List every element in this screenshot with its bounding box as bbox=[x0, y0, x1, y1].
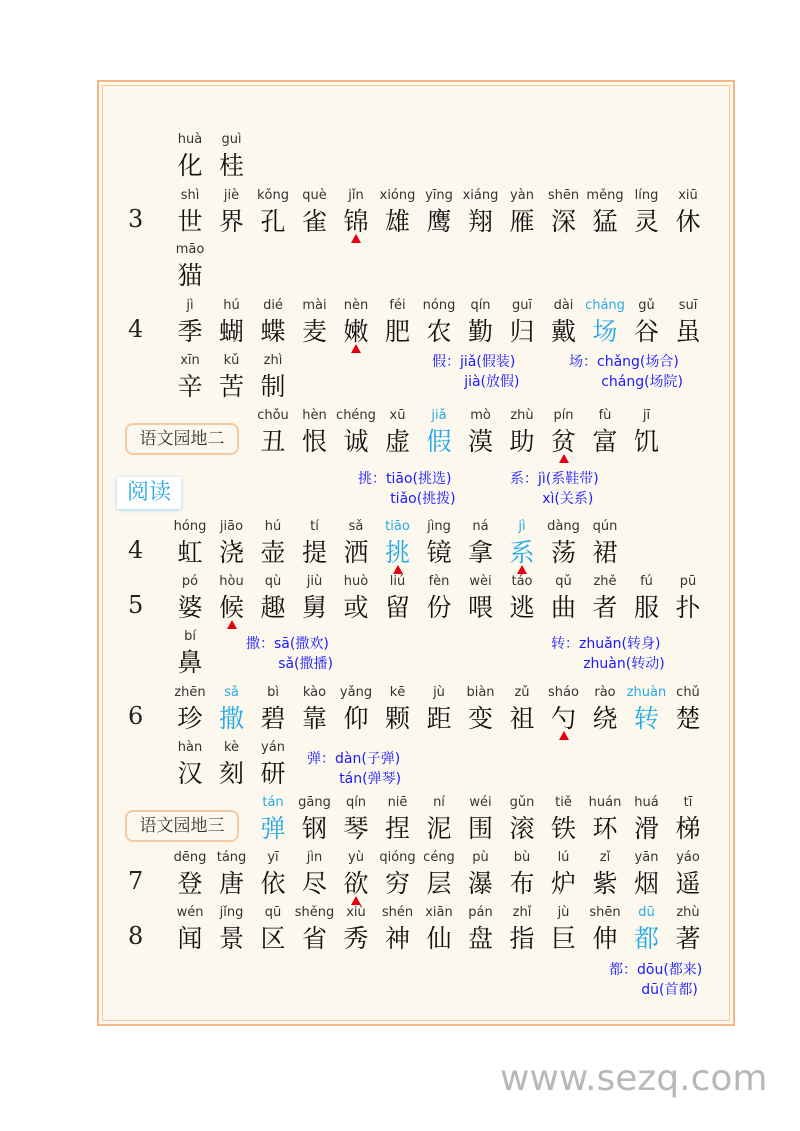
pinyin: xīn bbox=[180, 353, 200, 368]
note-reading-2: jià(放假) bbox=[464, 374, 520, 390]
hanzi: 麦 bbox=[301, 317, 327, 346]
hanzi: 嫩 bbox=[343, 317, 369, 346]
pinyin: hú bbox=[264, 519, 282, 534]
pinyin: jù bbox=[433, 685, 445, 700]
pinyin: sǎ bbox=[348, 519, 364, 534]
pinyin: gāng bbox=[298, 795, 331, 810]
note-line-1 bbox=[246, 634, 333, 654]
pinyin: sháo bbox=[548, 685, 579, 700]
hanzi: 泥 bbox=[426, 814, 452, 843]
pinyin: jìn bbox=[306, 850, 323, 865]
hanzi: 洒 bbox=[343, 538, 369, 567]
note-head: 转： bbox=[551, 636, 579, 652]
pinyin: lú bbox=[557, 850, 570, 865]
pinyin: dié bbox=[263, 298, 283, 313]
hanzi: 丑 bbox=[260, 427, 286, 456]
pinyin: qín bbox=[345, 795, 367, 810]
hanzi: 婆 bbox=[177, 593, 203, 622]
hanzi: 裙 bbox=[592, 538, 618, 567]
note-reading-1: dàn(子弹) bbox=[335, 751, 401, 767]
pinyin: zhù bbox=[676, 905, 700, 920]
hanzi: 深 bbox=[550, 207, 576, 236]
hanzi: 围 bbox=[467, 814, 493, 843]
hanzi: 著 bbox=[675, 924, 701, 953]
note-head: 系： bbox=[510, 471, 538, 487]
hanzi: 尽 bbox=[301, 869, 327, 898]
pinyin: yīng bbox=[425, 188, 453, 203]
pinyin: fù bbox=[598, 408, 612, 423]
hanzi: 者 bbox=[592, 593, 618, 622]
pinyin: chéng bbox=[336, 408, 376, 423]
hanzi: 仙 bbox=[426, 924, 452, 953]
hanzi: 假 bbox=[426, 427, 452, 456]
pinyin: bù bbox=[513, 850, 531, 865]
hanzi: 候 bbox=[218, 593, 244, 622]
lesson-number: 5 bbox=[128, 591, 144, 619]
pinyin: māo bbox=[175, 242, 205, 257]
note-head: 场： bbox=[569, 354, 597, 370]
pinyin: ná bbox=[472, 519, 489, 534]
pinyin: yán bbox=[261, 740, 285, 755]
hanzi: 世 bbox=[177, 207, 203, 236]
pinyin: tī bbox=[683, 795, 693, 810]
lesson-number: 6 bbox=[128, 702, 144, 730]
pinyin: jiù bbox=[306, 574, 323, 589]
lesson-number: 7 bbox=[128, 867, 144, 895]
note-line-1 bbox=[609, 960, 702, 980]
pinyin: táng bbox=[216, 850, 247, 865]
hanzi: 盘 bbox=[467, 924, 493, 953]
hanzi: 烟 bbox=[633, 869, 659, 898]
pinyin: zhǐ bbox=[512, 905, 532, 920]
hanzi: 桂 bbox=[218, 151, 244, 180]
hanzi: 欲 bbox=[343, 869, 369, 898]
hanzi: 碧 bbox=[260, 704, 286, 733]
pinyin: ní bbox=[433, 795, 445, 810]
note-reading-2: zhuàn(转动) bbox=[583, 656, 665, 672]
pinyin: huà bbox=[177, 132, 203, 147]
lesson-number: 4 bbox=[128, 315, 144, 343]
pinyin: kǔ bbox=[223, 353, 240, 368]
pinyin: shēn bbox=[547, 188, 580, 203]
pinyin: suī bbox=[678, 298, 698, 313]
hanzi: 锦 bbox=[343, 207, 369, 236]
red-triangle-marker-icon bbox=[559, 731, 569, 740]
polyphone-note bbox=[307, 749, 401, 789]
hanzi: 祖 bbox=[509, 704, 535, 733]
hanzi: 辛 bbox=[177, 372, 203, 401]
hanzi: 滚 bbox=[509, 814, 535, 843]
pinyin: huán bbox=[588, 795, 622, 810]
pinyin: pán bbox=[468, 905, 493, 920]
pinyin: jù bbox=[557, 905, 570, 920]
hanzi: 弹 bbox=[260, 814, 286, 843]
pinyin: zhēn bbox=[174, 685, 206, 700]
pinyin: guī bbox=[511, 298, 533, 313]
pinyin: qún bbox=[592, 519, 618, 534]
hanzi: 炉 bbox=[550, 869, 576, 898]
note-reading-2: sǎ(撒播) bbox=[278, 656, 333, 672]
note-line-1 bbox=[307, 749, 401, 769]
pinyin: liú bbox=[389, 574, 406, 589]
pinyin: zhì bbox=[263, 353, 283, 368]
pinyin: cháng bbox=[585, 298, 625, 313]
hanzi: 登 bbox=[177, 869, 203, 898]
hanzi: 谷 bbox=[633, 317, 659, 346]
pinyin: líng bbox=[634, 188, 659, 203]
red-triangle-marker-icon bbox=[351, 234, 361, 243]
hanzi: 份 bbox=[426, 593, 452, 622]
hanzi: 依 bbox=[260, 869, 286, 898]
note-head: 挑： bbox=[358, 471, 386, 487]
pinyin: dū bbox=[638, 905, 655, 920]
pinyin: dēng bbox=[173, 850, 207, 865]
hanzi: 撒 bbox=[218, 704, 244, 733]
hanzi: 荡 bbox=[550, 538, 576, 567]
pinyin: xiū bbox=[678, 188, 698, 203]
hanzi: 巨 bbox=[550, 924, 576, 953]
polyphone-note bbox=[358, 469, 456, 509]
hanzi: 虚 bbox=[384, 427, 410, 456]
hanzi: 指 bbox=[509, 924, 535, 953]
pinyin: qū bbox=[264, 905, 282, 920]
hanzi: 翔 bbox=[467, 207, 493, 236]
pinyin: shén bbox=[381, 905, 414, 920]
pinyin: fèn bbox=[428, 574, 450, 589]
hanzi: 距 bbox=[426, 704, 452, 733]
polyphone-note bbox=[609, 960, 702, 1000]
pinyin: pó bbox=[181, 574, 199, 589]
hanzi: 拿 bbox=[467, 538, 493, 567]
hanzi: 景 bbox=[218, 924, 244, 953]
pinyin: gǔn bbox=[509, 795, 535, 810]
hanzi: 省 bbox=[301, 924, 327, 953]
pinyin: wèi bbox=[469, 574, 492, 589]
note-reading-1: sā(撒欢) bbox=[274, 636, 329, 652]
note-line-1 bbox=[510, 469, 599, 489]
hanzi: 都 bbox=[633, 924, 659, 953]
hanzi: 归 bbox=[509, 317, 535, 346]
pinyin: jìng bbox=[427, 519, 451, 534]
hanzi: 漠 bbox=[467, 427, 493, 456]
hanzi: 刻 bbox=[218, 759, 244, 788]
pinyin: wéi bbox=[469, 795, 492, 810]
pinyin: jǐn bbox=[348, 188, 364, 203]
pinyin: gǔ bbox=[638, 298, 655, 313]
hanzi: 界 bbox=[218, 207, 244, 236]
pinyin: jiè bbox=[223, 188, 240, 203]
pinyin: zǔ bbox=[514, 685, 530, 700]
hanzi: 挑 bbox=[384, 538, 410, 567]
hanzi: 逃 bbox=[509, 593, 535, 622]
hanzi: 布 bbox=[509, 869, 535, 898]
hanzi: 绕 bbox=[592, 704, 618, 733]
hanzi: 琴 bbox=[343, 814, 369, 843]
red-triangle-marker-icon bbox=[559, 454, 569, 463]
pinyin: kào bbox=[302, 685, 327, 700]
pinyin: jī bbox=[642, 408, 651, 423]
pinyin: què bbox=[302, 188, 327, 203]
note-reading-2: dū(首都) bbox=[641, 982, 698, 998]
hanzi: 瀑 bbox=[467, 869, 493, 898]
pinyin: kǒng bbox=[257, 188, 289, 203]
note-head: 弹： bbox=[307, 751, 335, 767]
hanzi: 服 bbox=[633, 593, 659, 622]
pinyin: táo bbox=[511, 574, 533, 589]
hanzi: 舅 bbox=[301, 593, 327, 622]
hanzi: 汉 bbox=[177, 759, 203, 788]
pinyin: féi bbox=[389, 298, 406, 313]
hanzi: 贫 bbox=[550, 427, 576, 456]
pinyin: hòu bbox=[219, 574, 244, 589]
hanzi: 肥 bbox=[384, 317, 410, 346]
hanzi: 唐 bbox=[218, 869, 244, 898]
hanzi: 虹 bbox=[177, 538, 203, 567]
hanzi: 珍 bbox=[177, 704, 203, 733]
note-reading-2: xì(关系) bbox=[542, 491, 594, 507]
pinyin: chǒu bbox=[257, 408, 289, 423]
pinyin: yǎng bbox=[339, 685, 373, 700]
hanzi: 趣 bbox=[260, 593, 286, 622]
pinyin: yàn bbox=[510, 188, 534, 203]
hanzi: 层 bbox=[426, 869, 452, 898]
pinyin: nèn bbox=[343, 298, 369, 313]
hanzi: 鼻 bbox=[177, 648, 203, 677]
hanzi: 勺 bbox=[550, 704, 576, 733]
hanzi: 诚 bbox=[343, 427, 369, 456]
lesson-number: 3 bbox=[128, 205, 144, 233]
pinyin: kè bbox=[223, 740, 240, 755]
hanzi: 恨 bbox=[301, 427, 327, 456]
hanzi: 滑 bbox=[633, 814, 659, 843]
pinyin: dài bbox=[553, 298, 574, 313]
pinyin: yī bbox=[267, 850, 279, 865]
pinyin: sǎ bbox=[224, 685, 239, 700]
pinyin: jì bbox=[518, 519, 526, 534]
pinyin: zhě bbox=[593, 574, 617, 589]
note-head: 撒： bbox=[246, 636, 274, 652]
note-line-1 bbox=[569, 352, 683, 372]
hanzi: 神 bbox=[384, 924, 410, 953]
hanzi: 钢 bbox=[301, 814, 327, 843]
pinyin: céng bbox=[423, 850, 455, 865]
note-reading-1: tiāo(挑选) bbox=[386, 471, 452, 487]
hanzi: 灵 bbox=[633, 207, 659, 236]
note-reading-2: tiǎo(挑拨) bbox=[390, 491, 456, 507]
lesson-number: 8 bbox=[128, 922, 144, 950]
pinyin: chǔ bbox=[676, 685, 700, 700]
note-reading-2: cháng(场院) bbox=[601, 374, 684, 390]
note-reading-1: jì(系鞋带) bbox=[538, 471, 599, 487]
lesson-number: 4 bbox=[128, 536, 144, 564]
polyphone-note bbox=[551, 634, 665, 674]
red-triangle-marker-icon bbox=[517, 565, 527, 574]
hanzi: 制 bbox=[260, 372, 286, 401]
hanzi: 紫 bbox=[592, 869, 618, 898]
hanzi: 休 bbox=[675, 207, 701, 236]
polyphone-note bbox=[246, 634, 333, 674]
hanzi: 鹰 bbox=[426, 207, 452, 236]
hanzi: 秀 bbox=[343, 924, 369, 953]
pinyin: guì bbox=[221, 132, 242, 147]
hanzi: 靠 bbox=[301, 704, 327, 733]
section-label-reading: 阅读 bbox=[117, 477, 181, 509]
red-triangle-marker-icon bbox=[351, 344, 361, 353]
pinyin: kē bbox=[389, 685, 406, 700]
pinyin: tán bbox=[262, 795, 284, 810]
pinyin: xióng bbox=[379, 188, 416, 203]
hanzi: 闻 bbox=[177, 924, 203, 953]
section-label-garden: 语文园地三 bbox=[125, 810, 239, 842]
section-label-garden: 语文园地二 bbox=[125, 423, 239, 455]
pinyin: nóng bbox=[422, 298, 456, 313]
pinyin: zhù bbox=[510, 408, 534, 423]
hanzi: 勤 bbox=[467, 317, 493, 346]
hanzi: 富 bbox=[592, 427, 618, 456]
pinyin: qù bbox=[264, 574, 282, 589]
pinyin: bì bbox=[267, 685, 279, 700]
hanzi: 助 bbox=[509, 427, 535, 456]
hanzi: 梯 bbox=[675, 814, 701, 843]
pinyin: xū bbox=[389, 408, 406, 423]
pinyin: qǔ bbox=[555, 574, 572, 589]
pinyin: yān bbox=[634, 850, 659, 865]
pinyin: tiě bbox=[555, 795, 572, 810]
pinyin: qióng bbox=[379, 850, 416, 865]
hanzi: 农 bbox=[426, 317, 452, 346]
hanzi: 捏 bbox=[384, 814, 410, 843]
hanzi: 场 bbox=[592, 317, 618, 346]
note-reading-1: zhuǎn(转身) bbox=[579, 636, 661, 652]
hanzi: 曲 bbox=[550, 593, 576, 622]
hanzi: 研 bbox=[260, 759, 286, 788]
pinyin: mò bbox=[470, 408, 491, 423]
pinyin: niē bbox=[387, 795, 408, 810]
hanzi: 颗 bbox=[384, 704, 410, 733]
note-head: 都： bbox=[609, 962, 637, 978]
pinyin: tí bbox=[310, 519, 319, 534]
hanzi: 壶 bbox=[260, 538, 286, 567]
pinyin: zhuàn bbox=[626, 685, 667, 700]
pinyin: hàn bbox=[177, 740, 203, 755]
watermark: www.sezq.com bbox=[500, 1058, 768, 1099]
pinyin: yù bbox=[348, 850, 364, 865]
pinyin: bí bbox=[184, 629, 196, 644]
pinyin: zǐ bbox=[599, 850, 611, 865]
pinyin: huá bbox=[634, 795, 659, 810]
hanzi: 猛 bbox=[592, 207, 618, 236]
pinyin: qín bbox=[470, 298, 491, 313]
hanzi: 遥 bbox=[675, 869, 701, 898]
pinyin: jǐng bbox=[219, 905, 244, 920]
hanzi: 穷 bbox=[384, 869, 410, 898]
polyphone-note bbox=[569, 352, 683, 392]
hanzi: 孔 bbox=[260, 207, 286, 236]
hanzi: 虽 bbox=[675, 317, 701, 346]
pinyin: jiǎ bbox=[431, 408, 447, 423]
pinyin: rào bbox=[594, 685, 616, 700]
hanzi: 季 bbox=[177, 317, 203, 346]
pinyin: dàng bbox=[547, 519, 580, 534]
note-head: 假： bbox=[432, 354, 460, 370]
pinyin: fú bbox=[640, 574, 653, 589]
pinyin: jì bbox=[186, 298, 194, 313]
red-triangle-marker-icon bbox=[227, 620, 237, 629]
pinyin: xiáng bbox=[462, 188, 499, 203]
hanzi: 喂 bbox=[467, 593, 493, 622]
hanzi: 仰 bbox=[343, 704, 369, 733]
pinyin: mài bbox=[302, 298, 327, 313]
pinyin: hú bbox=[223, 298, 240, 313]
pinyin: hóng bbox=[173, 519, 207, 534]
pinyin: pín bbox=[553, 408, 574, 423]
polyphone-note bbox=[432, 352, 519, 392]
hanzi: 伸 bbox=[592, 924, 618, 953]
hanzi: 戴 bbox=[550, 317, 576, 346]
pinyin: yáo bbox=[676, 850, 700, 865]
hanzi: 留 bbox=[384, 593, 410, 622]
hanzi: 浇 bbox=[218, 538, 244, 567]
hanzi: 转 bbox=[633, 704, 659, 733]
pinyin: shěng bbox=[294, 905, 335, 920]
note-line-1 bbox=[358, 469, 456, 489]
red-triangle-marker-icon bbox=[351, 896, 361, 905]
hanzi: 雁 bbox=[509, 207, 535, 236]
hanzi: 区 bbox=[260, 924, 286, 953]
pinyin: biàn bbox=[466, 685, 495, 700]
note-reading-2: tán(弹琴) bbox=[339, 771, 402, 787]
hanzi: 或 bbox=[343, 593, 369, 622]
pinyin: pù bbox=[472, 850, 489, 865]
pinyin: wén bbox=[176, 905, 204, 920]
pinyin: hèn bbox=[302, 408, 327, 423]
note-reading-1: dōu(都来) bbox=[637, 962, 703, 978]
pinyin: jiāo bbox=[219, 519, 244, 534]
polyphone-note bbox=[510, 469, 599, 509]
hanzi: 系 bbox=[509, 538, 535, 567]
pinyin: pū bbox=[679, 574, 697, 589]
hanzi: 铁 bbox=[550, 814, 576, 843]
hanzi: 雀 bbox=[301, 207, 327, 236]
hanzi: 变 bbox=[467, 704, 493, 733]
hanzi: 苦 bbox=[218, 372, 244, 401]
hanzi: 楚 bbox=[675, 704, 701, 733]
pinyin: měng bbox=[586, 188, 624, 203]
pinyin: huò bbox=[343, 574, 369, 589]
pinyin: shēn bbox=[589, 905, 621, 920]
hanzi: 猫 bbox=[177, 261, 203, 290]
pinyin: shì bbox=[180, 188, 200, 203]
note-line-1 bbox=[551, 634, 665, 654]
hanzi: 饥 bbox=[633, 427, 659, 456]
note-reading-1: chǎng(场合) bbox=[597, 354, 679, 370]
pinyin: xiān bbox=[425, 905, 453, 920]
pinyin: tiāo bbox=[385, 519, 410, 534]
hanzi: 蝶 bbox=[260, 317, 286, 346]
note-line-1 bbox=[432, 352, 519, 372]
hanzi: 化 bbox=[177, 151, 203, 180]
hanzi: 环 bbox=[592, 814, 618, 843]
note-reading-1: jiǎ(假装) bbox=[460, 354, 516, 370]
red-triangle-marker-icon bbox=[393, 565, 403, 574]
hanzi: 蝴 bbox=[218, 317, 244, 346]
hanzi: 雄 bbox=[384, 207, 410, 236]
pinyin: xiù bbox=[346, 905, 366, 920]
hanzi: 镜 bbox=[426, 538, 452, 567]
hanzi: 提 bbox=[301, 538, 327, 567]
hanzi: 扑 bbox=[675, 593, 701, 622]
